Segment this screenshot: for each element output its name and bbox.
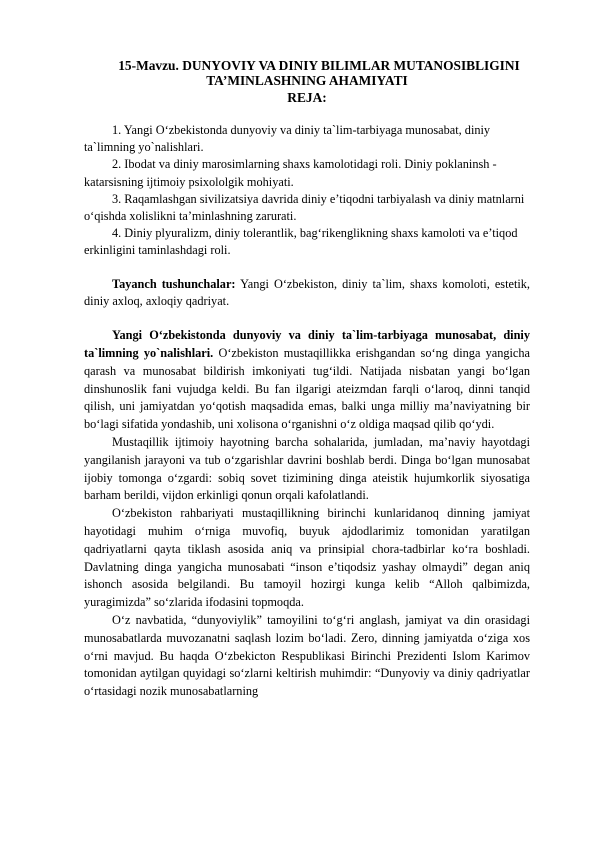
title-line-1: 15-Mavzu. DUNYOVIY VA DINIY BILIMLAR MUTANOSIBLIGINI xyxy=(118,58,520,73)
plan-heading: REJA: xyxy=(287,90,327,105)
document-page xyxy=(84,58,530,701)
section-first-paragraph xyxy=(84,327,530,434)
key-terms-block xyxy=(84,276,530,312)
paragraph: Mustaqillik ijtimoiy hayotning barcha sohalarida, jumladan, ma’naviy hayotdagi yangilanish jarayoni va tub o‘zgarishlar davrini boshlab berdi. Dinga bo‘lgan munosabat ijobiy tomonga o‘zgardi: sobiq sovet tizimining dinga ateistik hujumkorlik siyosatiga barham berildi, vijdon erkinligi qonun orqali kafolatlandi. xyxy=(84,435,530,503)
section-heading: Yangi O‘zbekistonda dunyoviy va diniy ta`lim-tarbiyaga munosabat, diniy ta`limning yo`nalishlari. xyxy=(84,328,530,361)
plan-item: 1. Yangi O‘zbekistonda dunyoviy va diniy ta`lim-tarbiyaga munosabat, diniy ta`limning yo`nalishlari. xyxy=(84,123,491,155)
section-body xyxy=(84,327,530,701)
title-line-2: TA’MINLASHNING AHAMIYATI xyxy=(206,73,408,88)
paragraph-text: O‘zbekiston mustaqillikka erishgandan so‘ng dinga yangicha qarash va munosabat bildirish imkoniyati tug‘ildi. Natijada nisbatan yangi bo‘lgan dinshunoslik fani vujudga keldi. Bu fan ilgarigi ateizmdan farqli o‘laroq, dinni tanqid qilish, uni jamiyatdan yo‘qotish maqsadida emas, balki unga milliy ma’naviyatning bir bo‘lagi sifatida yondashib, uni xolisona o‘rganishni o‘z oldiga maqsad qilib qo‘ydi. xyxy=(84,346,530,432)
key-terms-label: Tayanch tushunchalar: xyxy=(112,276,236,291)
key-terms-text: Yangi O‘zbekiston, diniy ta`lim, shaxs komoloti, estetik, diniy axloq, axloqiy qadriyat. xyxy=(84,276,531,309)
plan-list xyxy=(84,122,530,260)
plan-item: 4. Diniy plyuralizm, diniy tolerantlik, bag‘rikenglikning shaxs kamoloti va e’tiqod erkinligini taminlashdagi roli. xyxy=(84,226,518,258)
lecture-title xyxy=(84,58,530,105)
paragraph: O‘zbekiston rahbariyati mustaqillikning birinchi kunlaridanoq dinning jamiyat hayotidagi muhim o‘rniga muvofiq, buyuk ajdodlarimiz tomonidan yaratilgan qadriyatlarni qayta tiklash asosida aniq va prinsipial chora-tadbirlar ko‘ra boshladi. Davlatning dinga yangicha munosabati “inson e’tiqodsiz yashay olmaydi” degan aniq ishonch asosida belgilandi. Bu tamoyil hozirgi kunga kelib “Alloh qalbimizda, yuragimizda” so‘zlarida ifodasini topmoqda. xyxy=(84,506,530,610)
key-terms-paragraph xyxy=(84,276,530,312)
paragraph: O‘z navbatida, “dunyoviylik” tamoyilini to‘g‘ri anglash, jamiyat va din orasidagi munosabatlarda muvozanatni saqlash lozim bo‘ladi. Zero, dinning jamiyatda o‘ziga xos o‘rni mavjud. Bu haqda O‘zbekicton Respublikasi Birinchi Prezidenti Islom Karimov tomonidan aytilgan quyidagi so‘zlarni keltirish muhimdir: “Dunyoviy va diniy qadriyatlar o‘rtasidagi nozik munosabatlarning xyxy=(84,612,530,699)
plan-item: 3. Raqamlashgan sivilizatsiya davrida diniy e’tiqodni tarbiyalash va diniy matnlarni o‘qishda xolislikni ta’minlashning zarurati. xyxy=(84,191,525,224)
plan-item: 2. Ibodat va diniy marosimlarning shaxs kamolotidagi roli. Diniy poklaninsh - katarsisning ijtimoiy psixololgik mohiyati. xyxy=(84,157,497,189)
